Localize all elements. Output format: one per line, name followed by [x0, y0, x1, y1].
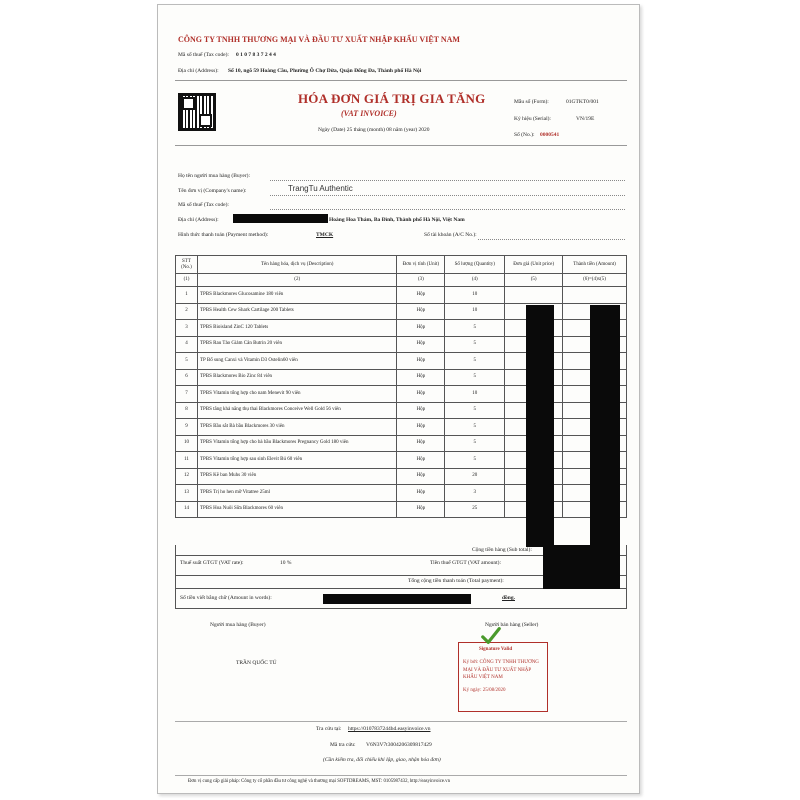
buyer-signed-name: TRẦN QUỐC TÚ — [236, 660, 277, 666]
check-note: (Cần kiểm tra, đối chiếu khi lập, giao, nhận hóa đơn) — [323, 757, 441, 763]
row-description: TPBS Kẽ ban Muhs 30 viên — [197, 468, 396, 485]
row-unit: Hộp — [397, 287, 445, 304]
row-number: 5 — [176, 353, 198, 370]
row-description: TPBS Vitamin tổng hợp cho bà bầu Blackmores Pregnancy Gold 180 viên — [197, 435, 396, 452]
row-unit: Hộp — [397, 501, 445, 518]
table-row — [176, 501, 627, 518]
serial-label: Ký hiệu (Serial): — [514, 116, 551, 122]
vat-amount-label: Tiền thuế GTGT (VAT amount): — [430, 560, 501, 566]
row-quantity: 10 — [445, 303, 505, 320]
buyer-address-value: Hoàng Hoa Thám, Ba Đình, Thành phố Hà Nội, Việt Nam — [329, 217, 465, 223]
table-row — [176, 320, 627, 337]
row-number: 3 — [176, 320, 198, 337]
index-cell: (6)=(4)x(5) — [563, 274, 627, 287]
seller-address-label: Địa chỉ (Address): — [178, 68, 219, 74]
table-row — [176, 419, 627, 436]
buyer-name-label: Họ tên người mua hàng (Buyer): — [178, 173, 251, 179]
signature-valid-text: Signature Valid — [479, 647, 513, 652]
table-row — [176, 452, 627, 469]
row-quantity: 5 — [445, 336, 505, 353]
lookup-label: Tra cứu tại: — [316, 726, 342, 732]
row-number: 4 — [176, 336, 198, 353]
table-row — [176, 402, 627, 419]
check-icon — [480, 625, 502, 647]
serial-value: VN/19E — [576, 116, 595, 122]
header-unit-price: Đơn giá (Unit price) — [505, 256, 563, 274]
row-unit: Hộp — [397, 402, 445, 419]
table-row — [176, 369, 627, 386]
seller-tax-label: Mã số thuế (Tax code): — [178, 52, 229, 58]
row-unit: Hộp — [397, 386, 445, 403]
row-description: TP Bổ sung Canxi và Vitamin D3 Ostelin60 viên — [197, 353, 396, 370]
row-amount — [563, 287, 627, 304]
seller-address: Số 10, ngõ 59 Hoàng Cầu, Phường Ô Chợ Dừa, Quận Đống Đa, Thành phố Hà Nội — [228, 68, 422, 74]
row-quantity: 10 — [445, 386, 505, 403]
account-label: Số tài khoản (A/C No.): — [424, 232, 477, 238]
index-cell: (4) — [445, 274, 505, 287]
row-quantity: 25 — [445, 501, 505, 518]
table-row — [176, 303, 627, 320]
digital-signature-box — [458, 642, 548, 712]
row-unit: Hộp — [397, 353, 445, 370]
header-description: Tên hàng hóa, dịch vụ (Description) — [197, 256, 396, 274]
invoice-no-value: 0000541 — [540, 132, 560, 138]
redacted-unit-prices — [526, 305, 554, 547]
words-suffix: đồng. — [502, 595, 515, 601]
index-cell: (3) — [397, 274, 445, 287]
table-row — [176, 435, 627, 452]
row-description: TPBS Hoa Nuôi Sữa Blackmores 60 viên — [197, 501, 396, 518]
row-description: TPBS Trị ho hen mỡ Vitatree 25ml — [197, 485, 396, 502]
seller-name: CÔNG TY TNHH THƯƠNG MẠI VÀ ĐẦU TƯ XUẤT NHẬP KHẨU VIỆT NAM — [178, 35, 460, 44]
row-quantity: 5 — [445, 435, 505, 452]
total-label: Tổng cộng tiền thanh toán (Total payment): — [408, 578, 504, 584]
index-cell: (1) — [176, 274, 198, 287]
signed-by-text: Ký bởi: CÔNG TY TNHH THƯƠNG MẠI VÀ ĐẦU TƯ XUẤT NHẬP KHẨU VIỆT NAM — [463, 660, 539, 680]
row-unit-price — [505, 287, 563, 304]
header-amount: Thành tiền (Amount) — [563, 256, 627, 274]
redacted-address — [233, 214, 328, 223]
row-unit: Hộp — [397, 369, 445, 386]
table-row — [176, 386, 627, 403]
row-description: TPBS Bioisland ZinC 120 Tablets — [197, 320, 396, 337]
lookup-code-value: V6N3V7t3004206309817429 — [366, 742, 432, 748]
buyer-address-label: Địa chỉ (Address): — [178, 217, 219, 223]
row-number: 6 — [176, 369, 198, 386]
words-label: Số tiền viết bằng chữ (Amount in words): — [180, 595, 272, 601]
index-cell: (5) — [505, 274, 563, 287]
seller-signature-label: Người bán hàng (Seller) — [485, 622, 539, 628]
buyer-tax-label: Mã số thuế (Tax code): — [178, 202, 229, 208]
row-number: 11 — [176, 452, 198, 469]
items-table — [175, 255, 627, 518]
seller-tax-code: 0 1 0 7 8 3 7 2 4 4 — [236, 52, 276, 58]
table-row — [176, 287, 627, 304]
invoice-no-label: Số (No.): — [514, 132, 535, 138]
row-number: 8 — [176, 402, 198, 419]
row-unit: Hộp — [397, 435, 445, 452]
vat-rate-value: 10 % — [280, 560, 292, 566]
vat-rate-label: Thuế suất GTGT (VAT rate): — [180, 560, 244, 566]
invoice-title: HÓA ĐƠN GIÁ TRỊ GIA TĂNG — [298, 91, 486, 106]
header-quantity: Số lượng (Quantity) — [445, 256, 505, 274]
row-number: 9 — [176, 419, 198, 436]
payment-label: Hình thức thanh toán (Payment method): — [178, 232, 269, 238]
row-number: 13 — [176, 485, 198, 502]
invoice-subtitle: (VAT INVOICE) — [341, 109, 397, 118]
lookup-url[interactable]: https://0107837244hd.easyinvoice.vn — [348, 726, 431, 732]
row-quantity: 3 — [445, 485, 505, 502]
provider-line: Đơn vị cung cấp giải pháp: Công ty cổ phần đầu tư công nghệ và thương mại SOFTDREAMS, MST: 0105987432, http://easyinvoice.vn — [188, 779, 450, 784]
row-unit: Hộp — [397, 336, 445, 353]
qr-code — [178, 93, 216, 131]
row-number: 12 — [176, 468, 198, 485]
row-quantity: 5 — [445, 419, 505, 436]
index-cell: (2) — [197, 274, 396, 287]
row-description: TPBS Bầu sắt Bà bầu Blackmores 30 viên — [197, 419, 396, 436]
invoice-sheet — [157, 4, 640, 794]
redacted-amounts — [590, 305, 620, 547]
row-number: 2 — [176, 303, 198, 320]
table-row — [176, 353, 627, 370]
row-description: TPBS Vitamin tổng hợp sau sinh Elevit Bú 60 viên — [197, 452, 396, 469]
row-unit: Hộp — [397, 485, 445, 502]
buyer-company-label: Tên đơn vị (Company's name): — [178, 188, 247, 194]
form-label: Mẫu số (Form): — [514, 99, 549, 105]
row-description: TPBS Blackmores Bio Zinc 84 viên — [197, 369, 396, 386]
signed-date-text: Ký ngày: 25/08/2020 — [463, 687, 506, 693]
form-value: 01GTKT0/001 — [566, 99, 599, 105]
redacted-totals — [543, 545, 620, 589]
row-unit: Hộp — [397, 468, 445, 485]
header-unit: Đơn vị tính (Unit) — [397, 256, 445, 274]
row-quantity: 5 — [445, 369, 505, 386]
table-row — [176, 485, 627, 502]
payment-value: TMCK — [316, 232, 334, 238]
table-row — [176, 468, 627, 485]
row-description: TPBS Vitamin tổng hợp cho nam Menevit 90 viên — [197, 386, 396, 403]
row-quantity: 10 — [445, 287, 505, 304]
row-number: 10 — [176, 435, 198, 452]
row-quantity: 20 — [445, 468, 505, 485]
row-number: 14 — [176, 501, 198, 518]
table-row — [176, 336, 627, 353]
buyer-signature-label: Người mua hàng (Buyer) — [210, 622, 266, 628]
row-unit: Hộp — [397, 452, 445, 469]
row-quantity: 5 — [445, 402, 505, 419]
row-quantity: 5 — [445, 452, 505, 469]
row-unit: Hộp — [397, 419, 445, 436]
redacted-amount-words — [323, 594, 471, 604]
subtotal-label: Cộng tiền hàng (Sub total): — [472, 547, 532, 553]
row-unit: Hộp — [397, 303, 445, 320]
row-description: TPBS Rau Tảo Giảm Cân Butrin 20 viên — [197, 336, 396, 353]
header-no: STT (No.) — [176, 256, 198, 274]
row-number: 7 — [176, 386, 198, 403]
row-description: TPBS Blackmores Glucosamine 180 viên — [197, 287, 396, 304]
invoice-date: Ngày (Date) 25 tháng (month) 08 năm (year) 2020 — [318, 127, 430, 133]
row-number: 1 — [176, 287, 198, 304]
buyer-company-value: TrangTu Authentic — [288, 184, 353, 193]
row-quantity: 5 — [445, 353, 505, 370]
row-description: TPBS tăng khả năng thụ thai Blackmores Conceive Well Gold 56 viên — [197, 402, 396, 419]
row-unit: Hộp — [397, 320, 445, 337]
lookup-code-label: Mã tra cứu: — [330, 742, 356, 748]
row-description: TPBS Health Cew Shark Cartilage 200 Tablets — [197, 303, 396, 320]
row-quantity: 5 — [445, 320, 505, 337]
